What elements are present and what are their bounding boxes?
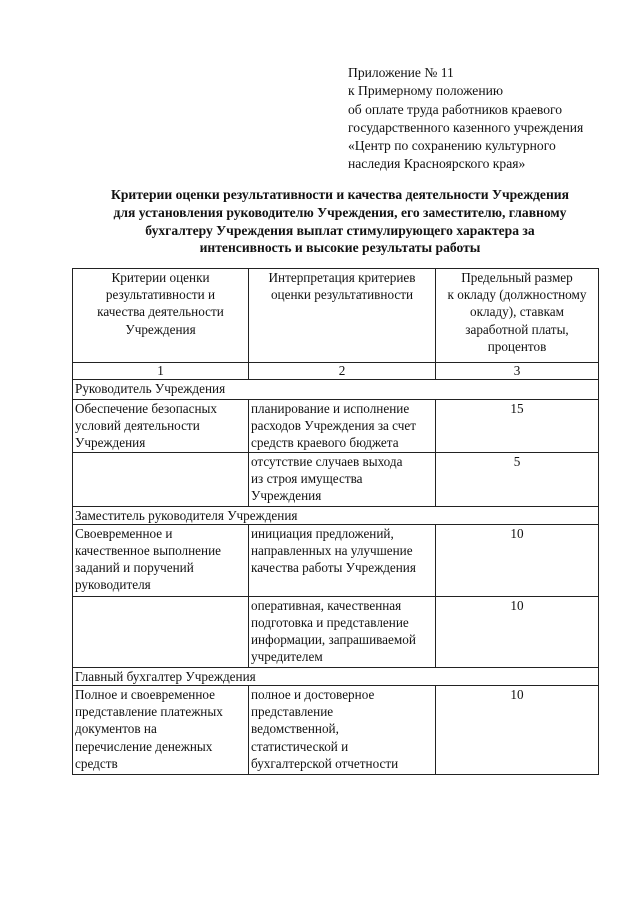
cell-line: направленных на улучшение	[251, 543, 413, 559]
cell-line: бухгалтерской отчетности	[251, 755, 399, 771]
criterion-cell	[73, 400, 249, 453]
cell-line: из строя имущества	[251, 470, 363, 486]
cell-line: оперативная, качественная	[251, 597, 402, 613]
appendix-line: «Центр по сохранению культурного	[348, 138, 556, 154]
value-cell: 10	[436, 686, 599, 775]
section-row	[73, 380, 599, 400]
section-title: Заместитель руководителя Учреждения	[73, 506, 599, 524]
header-line: результативности и	[105, 287, 216, 303]
criterion-cell	[73, 524, 249, 596]
column-number: 3	[436, 363, 599, 380]
table-row	[73, 596, 599, 667]
cell-line: средств	[75, 755, 118, 771]
table-row	[73, 686, 599, 775]
cell-line: Обеспечение безопасных	[75, 401, 217, 416]
column-number-row	[73, 363, 599, 380]
cell-line: представление платежных	[75, 704, 223, 720]
header-line: Учреждения	[125, 321, 196, 337]
interpretation-cell	[249, 596, 436, 667]
cell-line: отсутствие случаев выхода	[251, 453, 403, 469]
cell-line: Своевременное и	[75, 525, 173, 541]
header-criteria	[73, 269, 249, 363]
appendix-line: наследия Красноярского края»	[348, 156, 526, 172]
appendix-line: Приложение № 11	[348, 65, 454, 80]
criterion-cell	[73, 686, 249, 775]
cell-line: полное и достоверное	[251, 687, 375, 703]
header-limit	[436, 269, 599, 363]
interpretation-cell	[249, 686, 436, 775]
cell-line: заданий и поручений	[75, 560, 194, 576]
header-line: заработной платы,	[465, 321, 569, 337]
section-title: Руководитель Учреждения	[73, 380, 599, 400]
value-cell: 15	[436, 400, 599, 453]
interpretation-cell	[249, 400, 436, 453]
criteria-table	[72, 268, 599, 775]
cell-line: руководителя	[75, 577, 151, 593]
section-row	[73, 506, 599, 524]
cell-line: условий деятельности	[75, 418, 200, 434]
appendix-line: к Примерному положению	[348, 83, 504, 99]
appendix-line: об оплате труда работников краевого	[348, 101, 563, 117]
appendix-reference	[348, 64, 618, 174]
value-cell: 10	[436, 524, 599, 596]
cell-line: подготовка и представление	[251, 615, 409, 631]
cell-line: учредителем	[251, 649, 323, 665]
criterion-cell	[73, 452, 249, 506]
cell-line: Учреждения	[75, 435, 146, 451]
cell-line: информации, запрашиваемой	[251, 632, 416, 648]
value-cell: 5	[436, 452, 599, 506]
cell-line: планирование и исполнение	[251, 401, 410, 416]
header-line: Интерпретация критериев	[268, 270, 416, 285]
header-line: качества деятельности	[97, 304, 224, 320]
header-line: окладу), ставкам	[470, 304, 564, 320]
column-number: 2	[249, 363, 436, 380]
cell-line: расходов Учреждения за счет	[251, 418, 417, 434]
cell-line: Учреждения	[251, 488, 322, 504]
table-header-row	[73, 269, 599, 363]
title-line: Критерии оценки результативности и качества деятельности Учреждения	[111, 187, 569, 202]
cell-line: инициация предложений,	[251, 525, 394, 541]
section-row	[73, 667, 599, 685]
cell-line: качества работы Учреждения	[251, 560, 416, 576]
criterion-cell	[73, 596, 249, 667]
header-line: Критерии оценки	[111, 270, 210, 285]
cell-line: представление	[251, 704, 334, 720]
interpretation-cell	[249, 452, 436, 506]
cell-line: статистической и	[251, 738, 349, 754]
header-line: процентов	[487, 338, 547, 354]
section-title: Главный бухгалтер Учреждения	[73, 667, 599, 685]
table-row	[73, 524, 599, 596]
table-row	[73, 452, 599, 506]
title-line: для установления руководителю Учреждения, его заместителю, главному	[113, 204, 567, 220]
cell-line: средств краевого бюджета	[251, 435, 399, 451]
title-line: интенсивность и высокие результаты работы	[199, 240, 481, 256]
cell-line: документов на	[75, 721, 157, 737]
header-line: оценки результативности	[270, 287, 414, 303]
cell-line: перечисление денежных	[75, 738, 213, 754]
header-interpretation	[249, 269, 436, 363]
header-line: к окладу (должностному	[447, 287, 587, 303]
table-row	[73, 400, 599, 453]
interpretation-cell	[249, 524, 436, 596]
cell-line: ведомственной,	[251, 721, 339, 737]
value-cell: 10	[436, 596, 599, 667]
title-line: бухгалтеру Учреждения выплат стимулирующего характера за	[145, 222, 535, 238]
header-line: Предельный размер	[461, 270, 573, 285]
document-title	[60, 186, 620, 257]
column-number: 1	[73, 363, 249, 380]
appendix-line: государственного казенного учреждения	[348, 119, 584, 135]
cell-line: Полное и своевременное	[75, 687, 216, 703]
cell-line: качественное выполнение	[75, 543, 222, 559]
